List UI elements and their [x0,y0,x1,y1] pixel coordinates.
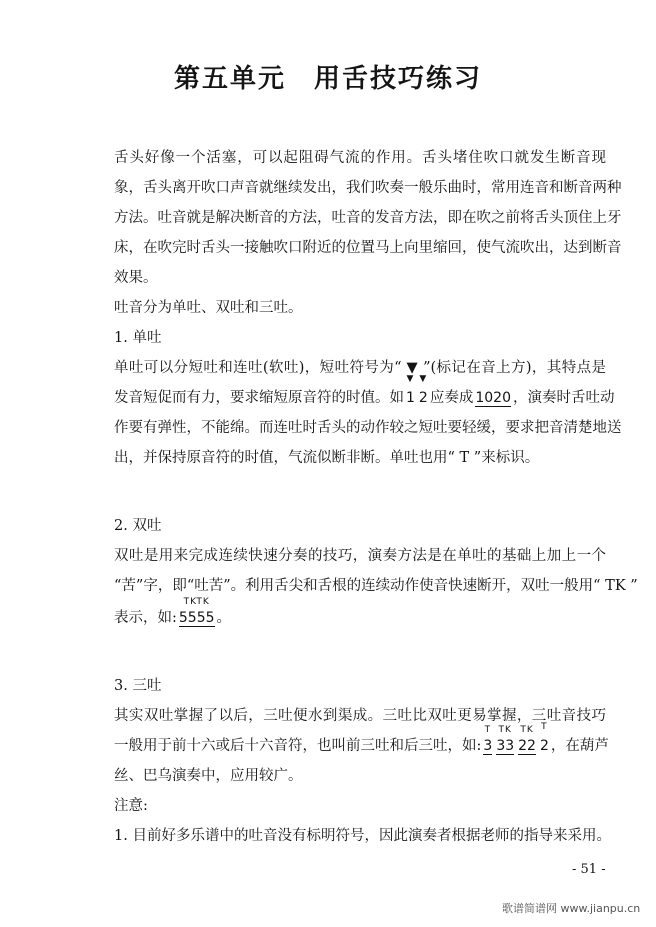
note-heading: 注意: [114,798,148,814]
double-line-3-text-a: 表示，如: [114,610,177,626]
triple-line-3: 丝、巴乌演奏中，应用较广。 [114,768,303,784]
single-line-4: 出，并保持原音符的时值，气流似断非断。单吐也用“ T ”来标识。 [114,450,540,466]
intro-line-5: 效果。 [114,270,158,286]
single-line-2 [114,374,615,408]
triple-heading: 3. 三吐 [114,678,162,694]
note-1020: 1020 [475,390,511,406]
triple-line-1: 其实双吐掌握了以后，三吐便水到渠成。三吐比双吐更易掌握，三吐音技巧 [114,708,606,724]
intro-line-1: 舌头好像一个活塞，可以起阻碍气流的作用。舌头堵住吹口就发生断音现 [114,150,606,166]
double-heading: 2. 双吐 [114,518,162,534]
note-33: TK 33 [496,725,515,754]
tk-mark: TKTK [183,597,210,607]
note-2b: T 2 [539,722,549,754]
single-line-2-text-a: 发音短促而有力，要求缩短原音符的时值。如 [114,390,404,406]
staccato-mark-icon: ▼ [406,374,415,384]
note-2: ▼ 2 [418,374,428,406]
title-part1: 第五单元 [173,64,286,94]
triple-line-2-text-a: 一般用于前十六或后十六音符，也叫前三吐和后三吐，如: [114,738,482,754]
watermark: 歌谱简谱网 www.jianpu.cn [502,902,641,915]
single-line-2-text-b: 应奏成 [429,390,474,406]
intro-line-2: 象，舌头离开吹口声音就继续发出，我们吹奏一般乐曲时，常用连音和断音两种 [114,180,622,196]
triple-line-2 [114,722,609,756]
single-heading: 1. 单吐 [114,330,162,346]
intro-line-4: 床，在吹完时舌头一接触吹口附近的位置马上向里缩回，使气流吹出，达到断音 [114,240,622,256]
note-line-1: 1. 目前好多乐谱中的吐音没有标明符号，因此演奏者根据老师的指导来采用。 [114,828,611,844]
title-part2: 用舌技巧练习 [314,64,483,94]
single-line-2-text-c: ，演奏时舌吐动 [512,390,615,406]
page-number: - 51 - [572,862,606,877]
note-5555: TKTK 5555 [178,597,215,626]
double-line-3-text-b: 。 [216,610,232,626]
single-line-1: 单吐可以分短吐和连吐(软吐)，短吐符号为“ ▼ ”(标记在音上方)，其特点是 [114,360,606,376]
page-title [0,58,656,95]
single-line-3: 作要有弹性，不能绵。而连吐时舌头的动作较之短吐要轻缓，要求把音清楚地送 [114,420,622,436]
types-line: 吐音分为单吐、双吐和三吐。 [114,300,303,316]
double-line-3 [114,597,606,628]
note-22: TK 22 [518,725,536,754]
note-3: T 3 [483,725,493,754]
note-1: ▼ 1 [406,374,415,406]
intro-line-3: 方法。吐音就是解决断音的方法，吐音的发音方法，即在吹之前将舌头顶住上牙 [114,210,622,226]
triple-line-2-text-b: ，在葫芦 [550,738,609,754]
staccato-mark-icon: ▼ [419,374,428,384]
double-line-1: 双吐是用来完成连续快速分奏的技巧，演奏方法是在单吐的基础上加上一个 [114,548,606,564]
double-line-2: “苦”字，即“吐苦”。利用舌尖和舌根的连续动作使音快速断开，双吐一般用“ TK ” [114,578,638,594]
